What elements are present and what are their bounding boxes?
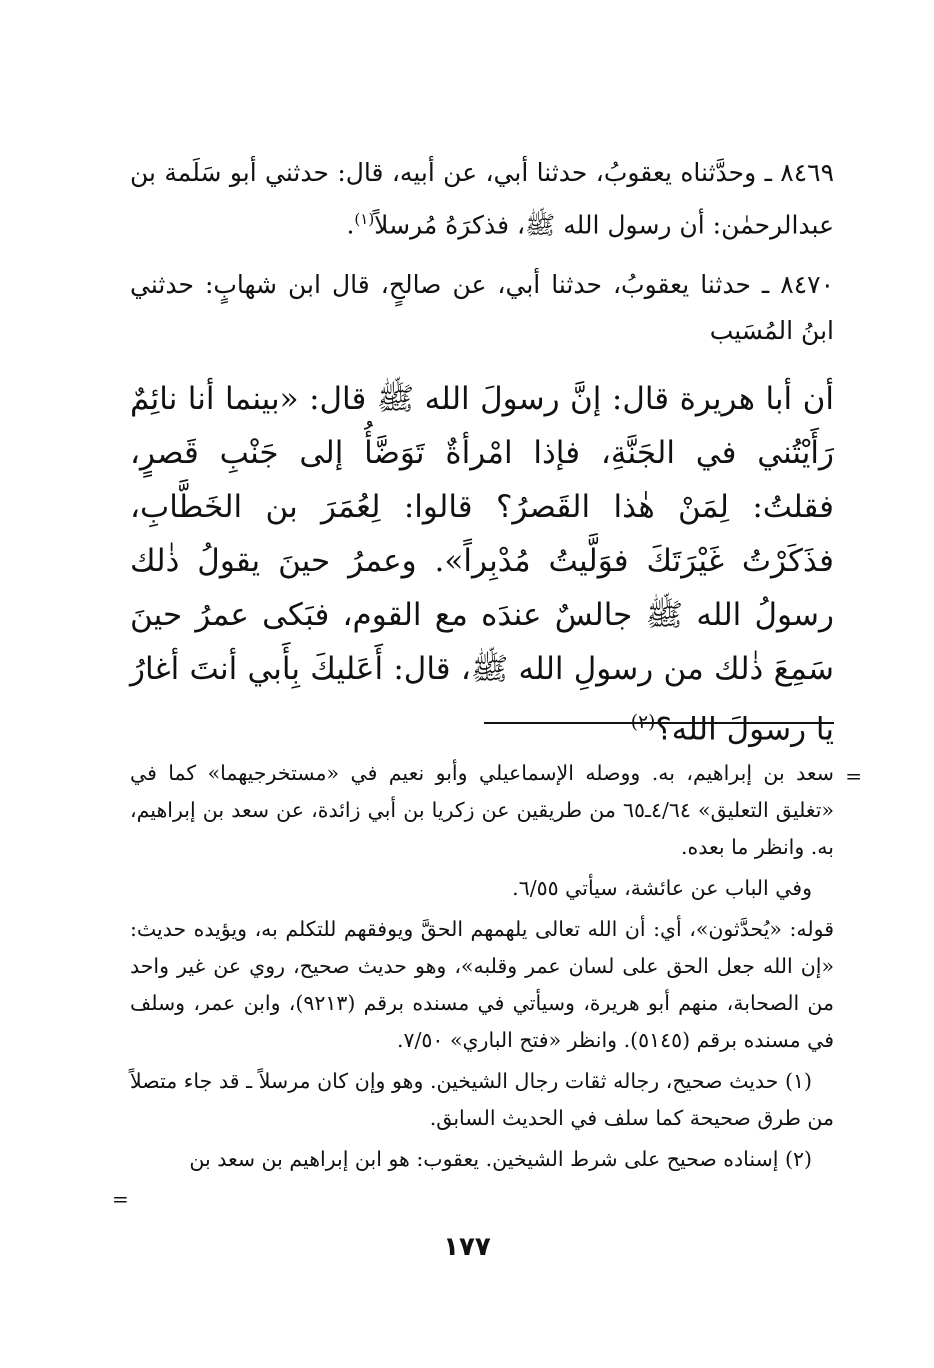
page-number: ١٧٧ xyxy=(443,1232,491,1262)
footnote-2: (٢) إسناده صحيح على شرط الشيخين. يعقوب: هو ابن إبراهيم بن سعد بن xyxy=(189,1147,812,1171)
hadith-8469 xyxy=(130,150,834,248)
footnote-continuation: سعد بن إبراهيم، به. ووصله الإسماعيلي وأبو نعيم في «مستخرجيهما» كما في «تغليق التعليق» ٤/٦٤ـ٦٥ من طريقين عن زكريا بن أبي زائدة، عن سعد بن إبراهيم، به. وانظر ما بعده. xyxy=(130,761,834,859)
continues-marker: = xyxy=(112,1187,129,1211)
hadith-8469-text: ٨٤٦٩ ـ وحدَّثناه يعقوبُ، حدثنا أبي، عن أبيه، قال: حدثني أبو سَلَمة بن عبدالرحمٰن: أن رسول الله ﷺ، فذكرَهُ مُرسلاً xyxy=(130,158,834,240)
footnote-ref-1: (١) xyxy=(354,210,375,228)
footnote-qawluh: قوله: «يُحدَّثون»، أي: أن الله تعالى يلهمهم الحقَّ ويوفقهم للتكلم به، ويؤيده حديث: «إن الله جعل الحق على لسان عمر وقلبه»، وهو حديث صحيح، روي عن غير واحد من الصحابة، منهم أبو هريرة، وسيأتي في مسنده برقم (٩٢١٣)، وابن عمر، وسلف في مسنده برقم (٥١٤٥). وانظر «فتح الباري» ٧/٥٠. xyxy=(130,917,834,1052)
main-text xyxy=(130,150,834,757)
hadith-8470-isnad: ٨٤٧٠ ـ حدثنا يعقوبُ، حدثنا أبي، عن صالحٍ، قال ابن شهابٍ: حدثني ابنُ المُسَيب xyxy=(130,270,834,346)
footnote-1: (١) حديث صحيح، رجاله ثقات رجال الشيخين. وهو وإن كان مرسلاً ـ قد جاء متصلاً من طرق صحيحة كما سلف في الحديث السابق. xyxy=(130,1069,834,1130)
footnote-bab: وفي الباب عن عائشة، سيأتي ٦/٥٥. xyxy=(512,876,812,900)
hadith-8470-matn-text: أن أبا هريرة قال: إنَّ رسولَ الله ﷺ قال: «بينما أنا نائِمٌ رَأَيْتُني في الجَنَّةِ، فإذا امْرأةٌ تَوَضَّأُ إلى جَنْبِ قَصرٍ، فقلتُ: لِمَنْ هٰذا القَصرُ؟ قالوا: لِعُمَرَ بن الخَطَّابِ، فذَكَرْتُ غَيْرَتَكَ فوَلَّيتُ مُدْبِراً». وعمرُ حينَ يقولُ ذٰلك رسولُ الله ﷺ جالسٌ عندَه مع القوم، فبَكى عمرُ حينَ سَمِعَ ذٰلك من رسولِ الله ﷺ، قال: أَعَليكَ بِأَبي أنتَ أغارُ يا رسولَ الله؟ xyxy=(130,381,834,748)
footnotes xyxy=(130,755,834,1182)
continuation-marker: = xyxy=(845,764,862,788)
hadith-8469-end: . xyxy=(346,210,355,240)
hadith-8470-matn xyxy=(130,372,834,756)
footnote-ref-2: (٢) xyxy=(630,712,656,734)
footnote-separator xyxy=(484,722,834,724)
